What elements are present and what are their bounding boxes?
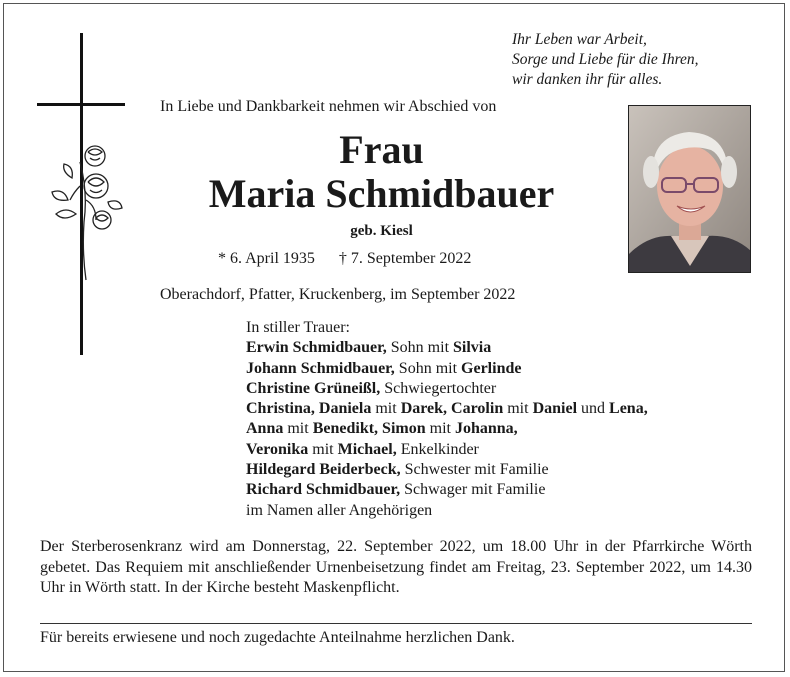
mourner-name: Silvia xyxy=(453,339,492,357)
mourner-name: Gerlinde xyxy=(461,359,522,377)
thanks-text: Für bereits erwiesene und noch zugedachte Anteilnahme herzlichen Dank. xyxy=(40,629,515,646)
mourner-relation: mit xyxy=(503,400,533,418)
mourner-name: Darek, Carolin xyxy=(400,400,504,418)
place-date: Oberachdorf, Pfatter, Kruckenberg, im September 2022 xyxy=(160,286,516,303)
mourner-relation: und xyxy=(577,400,610,418)
cross-bar xyxy=(37,103,125,106)
mourner-name: Erwin Schmidbauer, xyxy=(246,339,387,357)
mourner-relation: mit xyxy=(283,420,313,438)
mourner-name: Johanna, xyxy=(454,420,518,438)
mourner-relation: im Namen aller Angehörigen xyxy=(246,501,433,519)
mourner-line xyxy=(246,379,648,399)
mourner-relation: Sohn mit xyxy=(394,359,462,377)
mourner-name: Benedikt, Simon xyxy=(312,420,426,438)
rose-icon xyxy=(50,142,125,282)
intro-text: In Liebe und Dankbarkeit nehmen wir Abschied von xyxy=(160,98,497,115)
motto-line: Sorge und Liebe für die Ihren, xyxy=(512,51,699,68)
mourner-line xyxy=(246,338,648,358)
mourner-name: Christine Grüneißl, xyxy=(246,379,381,397)
birth-date: * 6. April 1935 xyxy=(218,250,315,267)
mourner-name: Christina, Daniela xyxy=(246,400,372,418)
divider xyxy=(40,623,752,624)
mourner-relation: mit xyxy=(308,440,338,458)
title: Frau xyxy=(339,127,424,172)
life-dates xyxy=(218,250,471,268)
portrait-photo xyxy=(628,105,751,273)
mourner-relation: mit xyxy=(371,400,401,418)
mourner-line xyxy=(246,419,648,439)
mourners-list xyxy=(246,338,648,521)
mourner-name: Michael, xyxy=(337,440,397,458)
mourner-name: Lena, xyxy=(609,400,648,418)
mourner-relation: Enkelkinder xyxy=(396,440,479,458)
mourner-name: Richard Schmidbauer, xyxy=(246,481,401,499)
mourner-name: Hildegard Beiderbeck, xyxy=(246,461,401,479)
mourner-name: Daniel xyxy=(532,400,578,418)
mourner-line xyxy=(246,501,648,521)
death-date: † 7. September 2022 xyxy=(338,250,472,267)
born-name: geb. Kiesl xyxy=(350,223,413,239)
mourner-line xyxy=(246,480,648,500)
mourner-relation: Schwager mit Familie xyxy=(400,481,546,499)
service-info: Der Sterberosenkranz wird am Donnerstag, 22. September 2022, um 18.00 Uhr in der Pfarrkirche Wörth gebetet. Das Requiem mit anschließender Urnenbeisetzung findet am Freitag, 23. September 2022, um 14.30 Uhr in Wörth statt. In der Kirche besteht Maskenpflicht. xyxy=(40,538,752,596)
mourner-relation: Sohn mit xyxy=(386,339,454,357)
mourner-name: Johann Schmidbauer, xyxy=(246,359,395,377)
motto xyxy=(512,30,699,90)
mourner-relation: mit xyxy=(425,420,455,438)
mourner-name: Anna xyxy=(246,420,284,438)
deceased-name: Maria Schmidbauer xyxy=(208,171,555,216)
mourners-heading: In stiller Trauer: xyxy=(246,319,350,336)
mourner-line xyxy=(246,399,648,419)
mourners-block xyxy=(246,318,648,521)
mourner-name: Veronika xyxy=(246,440,309,458)
mourner-relation: Schwiegertochter xyxy=(380,379,497,397)
motto-line: wir danken ihr für alles. xyxy=(512,71,663,88)
mourner-relation: Schwester mit Familie xyxy=(400,461,549,479)
mourner-line xyxy=(246,440,648,460)
mourner-line xyxy=(246,460,648,480)
mourner-line xyxy=(246,359,648,379)
motto-line: Ihr Leben war Arbeit, xyxy=(512,31,647,48)
